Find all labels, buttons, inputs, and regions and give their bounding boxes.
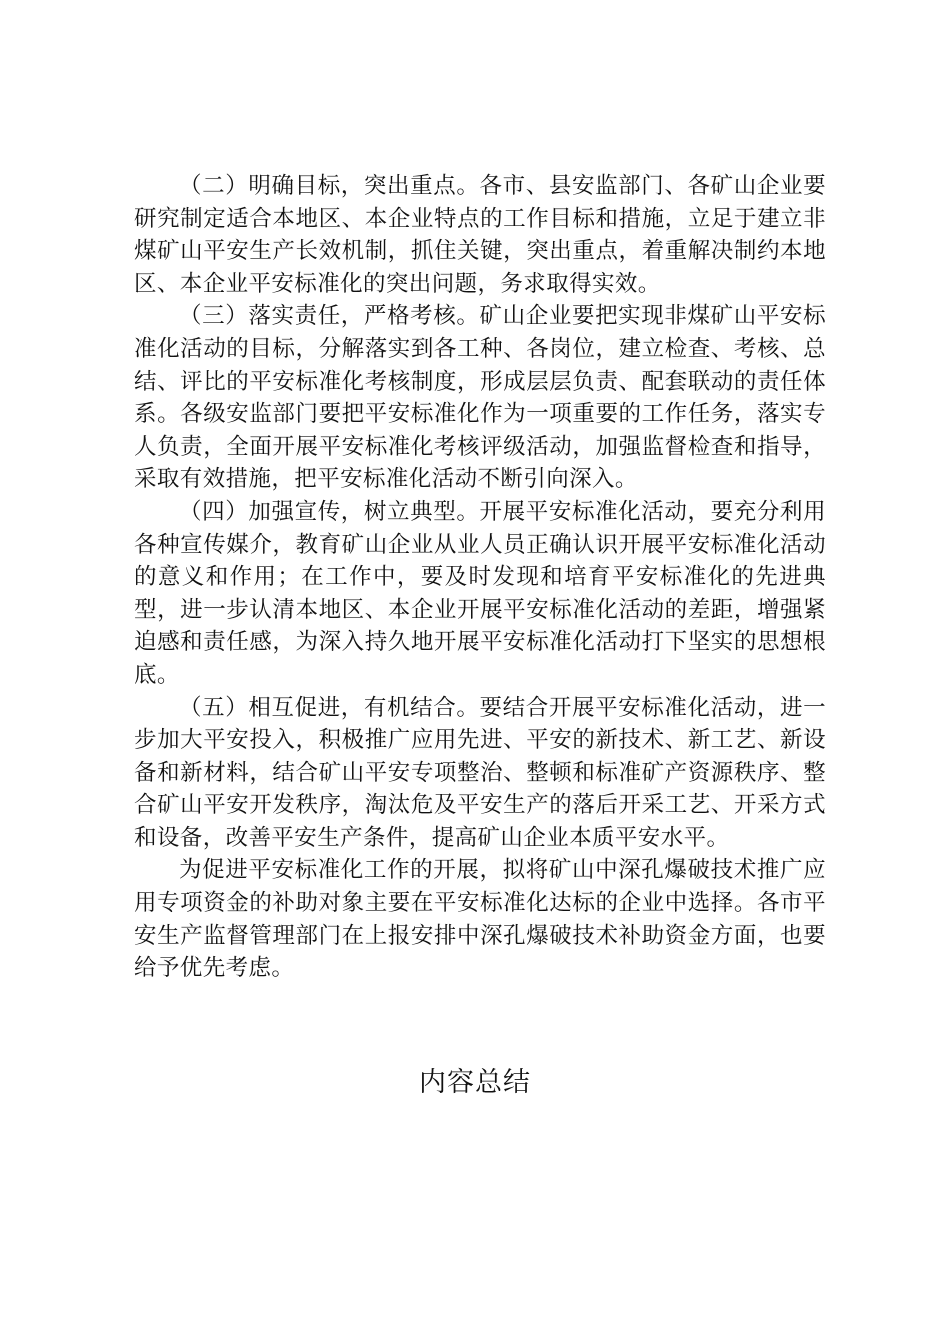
- paragraph-3: （三）落实责任，严格考核。矿山企业要把实现非煤矿山平安标准化活动的目标，分解落实到各工种、各岗位，建立检查、考核、总结、评比的平安标准化考核制度，形成层层负责、配套联动的责任体系。各级安监部门要把平安标准化作为一项重要的工作任务，落实专人负责，全面开展平安标准化考核评级活动，加强监督检查和指导，采取有效措施，把平安标准化活动不断引向深入。: [134, 303, 826, 493]
- paragraph-4: （四）加强宣传，树立典型。开展平安标准化活动，要充分利用各种宣传媒介，教育矿山企业从业人员正确认识开展平安标准化活动的意义和作用；在工作中，要及时发现和培育平安标准化的先进典型，进一步认清本地区、本企业开展平安标准化活动的差距，增强紧迫感和责任感，为深入持久地开展平安标准化活动打下坚实的思想根底。: [134, 498, 826, 688]
- paragraph-funding-note: 为促进平安标准化工作的开展，拟将矿山中深孔爆破技术推广应用专项资金的补助对象主要在平安标准化达标的企业中选择。各市平安生产监督管理部门在上报安排中深孔爆破技术补助资金方面，也要给予优先考虑。: [134, 857, 826, 982]
- document-body: [134, 170, 826, 985]
- paragraph-2: （二）明确目标，突出重点。各市、县安监部门、各矿山企业要研究制定适合本地区、本企业特点的工作目标和措施，立足于建立非煤矿山平安生产长效机制，抓住关键，突出重点，着重解决制约本地区、本企业平安标准化的突出问题，务求取得实效。: [134, 173, 826, 297]
- paragraph-5: （五）相互促进，有机结合。要结合开展平安标准化活动，进一步加大平安投入，积极推广应用先进、平安的新技术、新工艺、新设备和新材料，结合矿山平安专项整治、整顿和标准矿产资源秩序、整合矿山平安开发秩序，淘汰危及平安生产的落后开采工艺、开采方式和设备，改善平安生产条件，提高矿山企业本质平安水平。: [134, 694, 826, 851]
- section-title-summary: 内容总结: [419, 1067, 531, 1098]
